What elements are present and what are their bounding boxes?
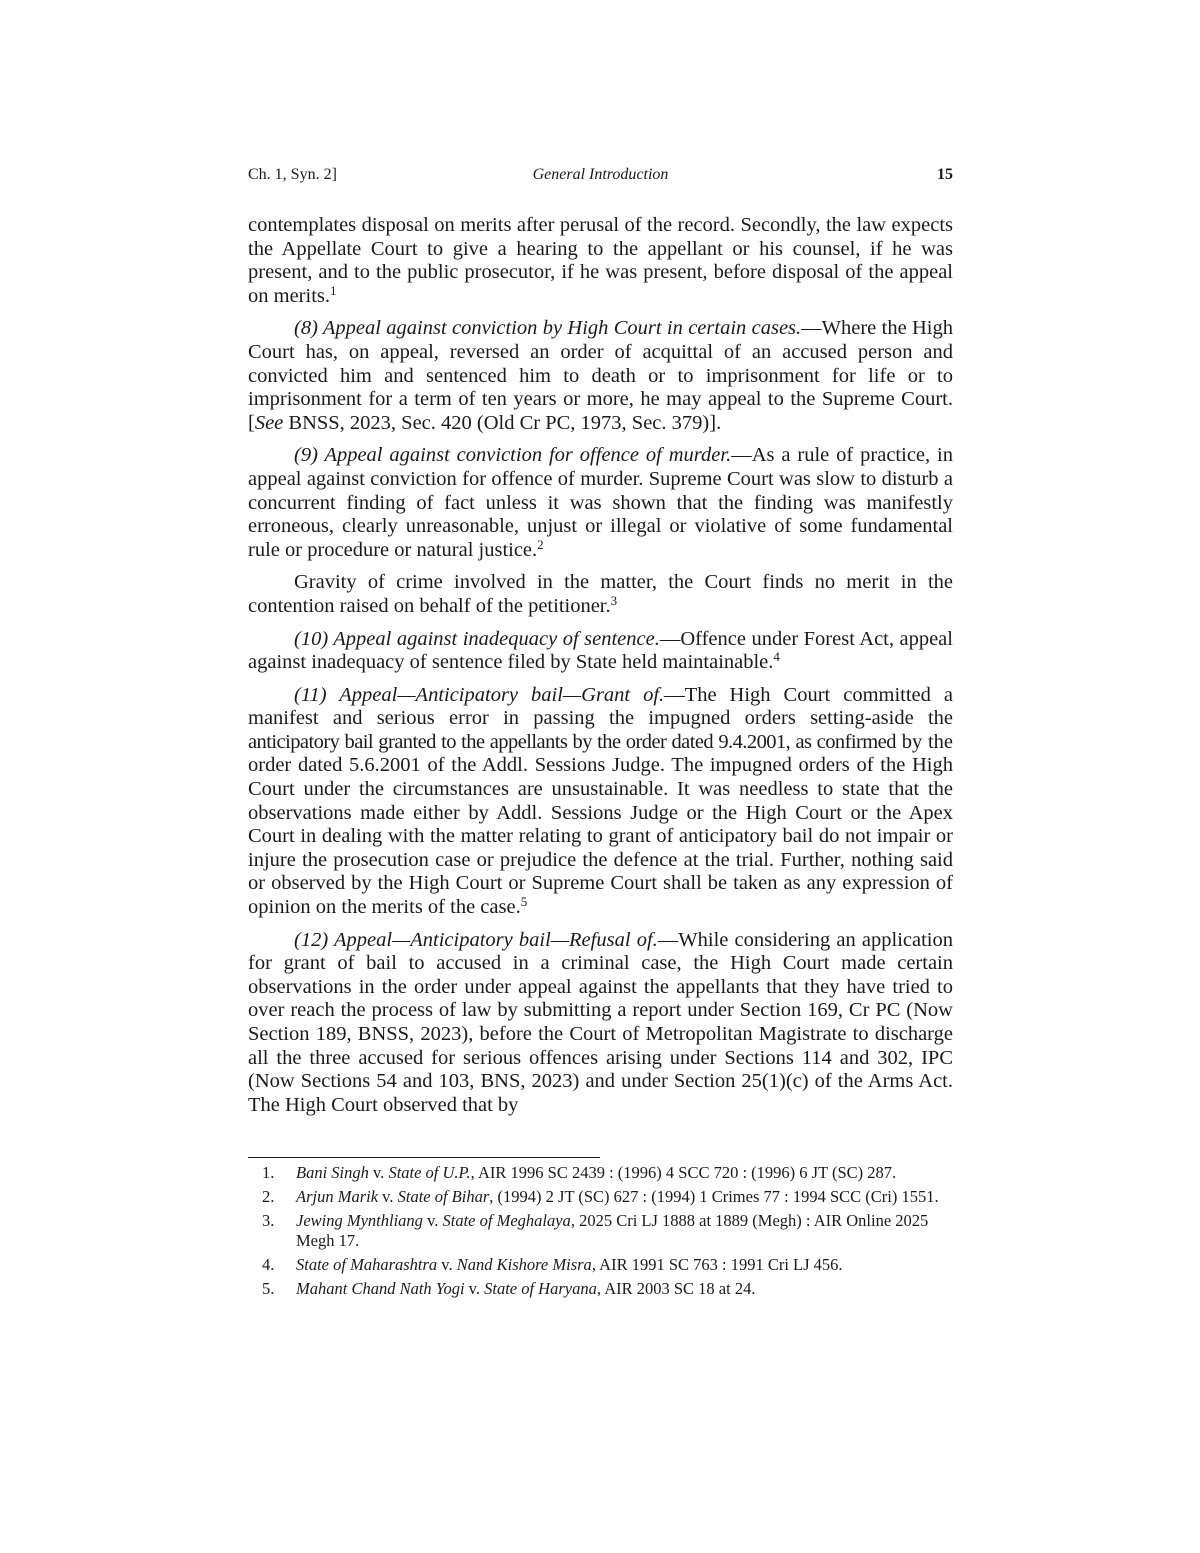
section-heading: (12) Appeal—Anticipatory bail—Refusal of.: [294, 928, 658, 951]
footnote-ref: 3: [610, 592, 618, 608]
body-text: [248, 214, 953, 1126]
chapter-title: General Introduction: [532, 166, 669, 183]
running-head: [248, 166, 953, 190]
paragraph-8: (8) Appeal against conviction by High Court in certain cases.—Where the High Court has, on appeal, reversed an order of acquittal of an accused person and convicted him and sentenced him to death or to imprisonment for life or to imprisonment for a term of ten years or more, he may appeal to the Supreme Court. [See BNSS, 2023, Sec. 420 (Old Cr PC, 1973, Sec. 379)].: [248, 317, 954, 434]
footnote-item: 5. Mahant Chand Nath Yogi v. State of Haryana, AIR 2003 SC 18 at 24.: [262, 1279, 756, 1298]
paragraph-10: (10) Appeal against inadequacy of sentence.—Offence under Forest Act, appeal against inadequacy of sentence filed by State held maintainable.$^4$: [248, 627, 953, 674]
chapter-reference: Ch. 1, Syn. 2]: [248, 166, 337, 183]
footnote-item: 4. State of Maharashtra v. Nand Kishore Misra, AIR 1991 SC 763 : 1991 Cri LJ 456.: [262, 1255, 843, 1274]
page-number: 15: [937, 166, 953, 183]
section-heading: (8) Appeal against conviction by High Court in certain cases.: [294, 317, 802, 340]
paragraph-continuation: contemplates disposal on merits after perusal of the record. Secondly, the law expects the Appellate Court to give a hearing to the appellant or his counsel, if he was present, and to the public prosecutor, if he was present, before disposal of the appeal on merits.$^1$: [248, 214, 953, 307]
footnote-item: 2. Arjun Marik v. State of Bihar, (1994) 2 JT (SC) 627 : (1994) 1 Crimes 77 : 1994 SCC (Cri) 1551.: [262, 1187, 939, 1206]
footnote-item: 1. Bani Singh v. State of U.P., AIR 1996 SC 2439 : (1996) 4 SCC 720 : (1996) 6 JT (SC) 287.: [262, 1163, 897, 1182]
paragraph-gravity: Gravity of crime involved in the matter, the Court finds no merit in the contention raised on behalf of the petitioner.$^3$: [248, 571, 953, 617]
footnotes-list: [248, 1163, 953, 1303]
section-heading: (9) Appeal against conviction for offence of murder.: [294, 444, 732, 467]
footnote-divider: [248, 1157, 600, 1158]
section-heading: (10) Appeal against inadequacy of sentence.: [294, 627, 660, 650]
section-heading: (11) Appeal—Anticipatory bail—Grant of.: [294, 683, 665, 706]
footnote-ref: 4: [773, 649, 780, 665]
paragraph-11: (11) Appeal—Anticipatory bail—Grant of.—The High Court committed a manifest and serious error in passing the impugned orders setting-aside the anticipatory bail granted to the appellants by the order dated 9.4.2001, as confirmed by the order dated 5.6.2001 of the Addl. Sessions Judge. The impugned orders of the High Court under the circumstances are unsustainable. It was needless to state that the observations made either by Addl. Sessions Judge or the High Court or the Apex Court in dealing with the matter relating to grant of anticipatory bail do not impair or injure the prosecution case or prejudice the defence at the trial. Further, nothing said or observed by the High Court or Supreme Court shall be taken as any expression of opinion on the merits of the case.$^5$: [248, 683, 954, 919]
paragraph-12: (12) Appeal—Anticipatory bail—Refusal of.—While considering an application for grant of bail to accused in a criminal case, the High Court made certain observations in the order under appeal against the appellants that they have tried to over reach the process of law by submitting a report under Section 169, Cr PC (Now Section 189, BNSS, 2023), before the Court of Metropolitan Magistrate to discharge all the three accused for serious offences arising under Sections 114 and 302, IPC (Now Sections 54 and 103, BNS, 2023) and under Section 25(1)(c) of the Arms Act. The High Court observed that by: [248, 928, 953, 1116]
paragraph-9: (9) Appeal against conviction for offence of murder.—As a rule of practice, in appeal against conviction for offence of murder. Supreme Court was slow to disturb a concurrent finding of fact unless it was shown that the finding was manifestly erroneous, clearly unreasonable, unjust or illegal or violative of some fundamental rule or procedure or natural justice.$^2$: [248, 444, 953, 561]
footnote-ref: 1: [330, 282, 337, 298]
footnote-item: 3. Jewing Mynthliang v. State of Meghalaya, 2025 Cri LJ 1888 at 1889 (Megh) : AIR Online 2025 Megh 17.: [262, 1211, 929, 1250]
footnote-ref: 5: [520, 894, 528, 910]
footnote-ref: 2: [537, 536, 544, 552]
